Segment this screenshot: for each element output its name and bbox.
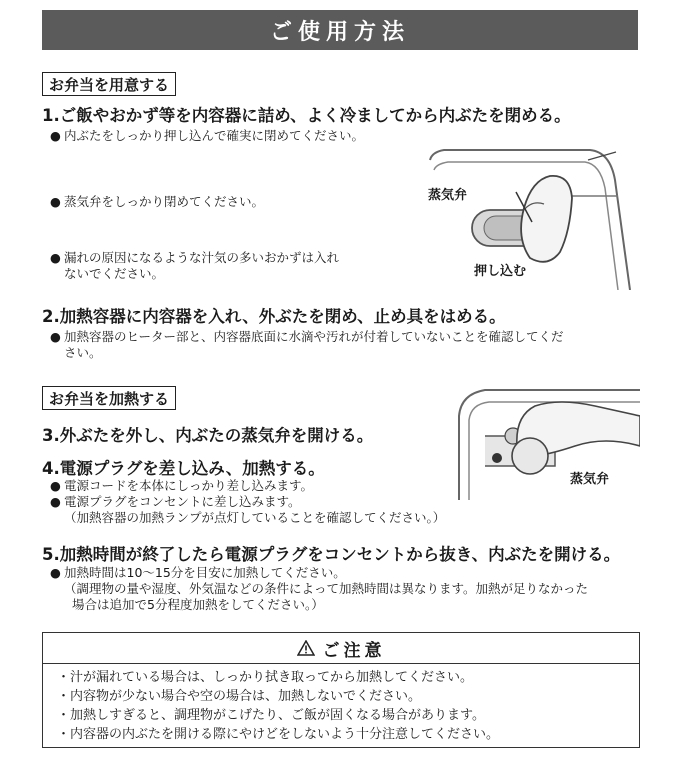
step-5-heading: 5.加熱時間が終了したら電源プラグをコンセントから抜き、内ぶたを開ける。 <box>42 545 621 564</box>
step-5-bullet: ● 加熱時間は10〜15分を目安に加熱してください。 <box>50 565 346 580</box>
caution-heading-text: ご注意 <box>322 640 386 661</box>
step-4-note: （加熱容器の加熱ランプが点灯していることを確認してください。） <box>64 510 446 525</box>
step-5-note-line-1: （調理物の量や湿度、外気温などの条件によって加熱時間は異なります。加熱が足りなかった <box>64 581 589 596</box>
caution-item: ・加熱しすぎると、調理物がこげたり、ご飯が固くなる場合があります。 <box>57 708 485 723</box>
step-3-heading: 3.外ぶたを外し、内ぶたの蒸気弁を開ける。 <box>42 426 374 445</box>
step-4-bullet-2: ● 電源プラグをコンセントに差し込みます。 <box>50 494 301 509</box>
caution-heading <box>43 633 639 664</box>
bullet-dot: ● <box>50 478 61 493</box>
page-title: ご使用方法 <box>42 10 638 50</box>
step-4-bullet-1: ● 電源コードを本体にしっかり差し込みます。 <box>50 478 314 493</box>
bullet-dot: ● <box>50 494 61 509</box>
valve-label-2: 蒸気弁 <box>570 472 610 487</box>
step-1-bullet-3: ● 漏れの原因になるような汁気の多いおかずは入れ ないでください。 <box>50 250 340 281</box>
bullet-dot: ● <box>50 194 61 209</box>
caution-list <box>43 664 639 744</box>
section-label-heat: お弁当を加熱する <box>42 386 176 410</box>
bullet-dot: ● <box>50 329 61 344</box>
bullet-dot: ● <box>50 128 61 143</box>
caution-item: ・汁が漏れている場合は、しっかり拭き取ってから加熱してください。 <box>57 670 474 685</box>
step-4-heading: 4.電源プラグを差し込み、加熱する。 <box>42 459 325 478</box>
open-valve-illustration <box>455 376 640 500</box>
valve-label-1: 蒸気弁 <box>428 188 468 203</box>
bullet-dot: ● <box>50 565 61 580</box>
caution-item: ・内容物が少ない場合や空の場合は、加熱しないでください。 <box>57 689 422 704</box>
caution-box <box>42 632 640 748</box>
caution-item: ・内容器の内ぶたを開ける際にやけどをしないよう十分注意してください。 <box>57 727 500 742</box>
step-1-bullet-1: ● 内ぶたをしっかり押し込んで確実に閉めてください。 <box>50 128 365 143</box>
bullet-dot: ● <box>50 250 61 265</box>
warning-triangle-icon <box>297 640 315 656</box>
step-1-heading: 1.ご飯やおかず等を内容器に詰め、よく冷ましてから内ぶたを閉める。 <box>42 106 571 125</box>
step-2-bullet: ● 加熱容器のヒーター部と、内容器底面に水滴や汚れが付着していないことを確認してくだ さい。 <box>50 329 564 360</box>
lid-valve-illustration <box>420 140 640 290</box>
step-5-note-line-2: 場合は追加で5分程度加熱をしてください。） <box>72 597 324 612</box>
push-label: 押し込む <box>474 264 527 279</box>
step-2-heading: 2.加熱容器に内容器を入れ、外ぶたを閉め、止め具をはめる。 <box>42 307 506 326</box>
step-1-bullet-2: ● 蒸気弁をしっかり閉めてください。 <box>50 194 265 209</box>
section-label-prepare: お弁当を用意する <box>42 72 176 96</box>
